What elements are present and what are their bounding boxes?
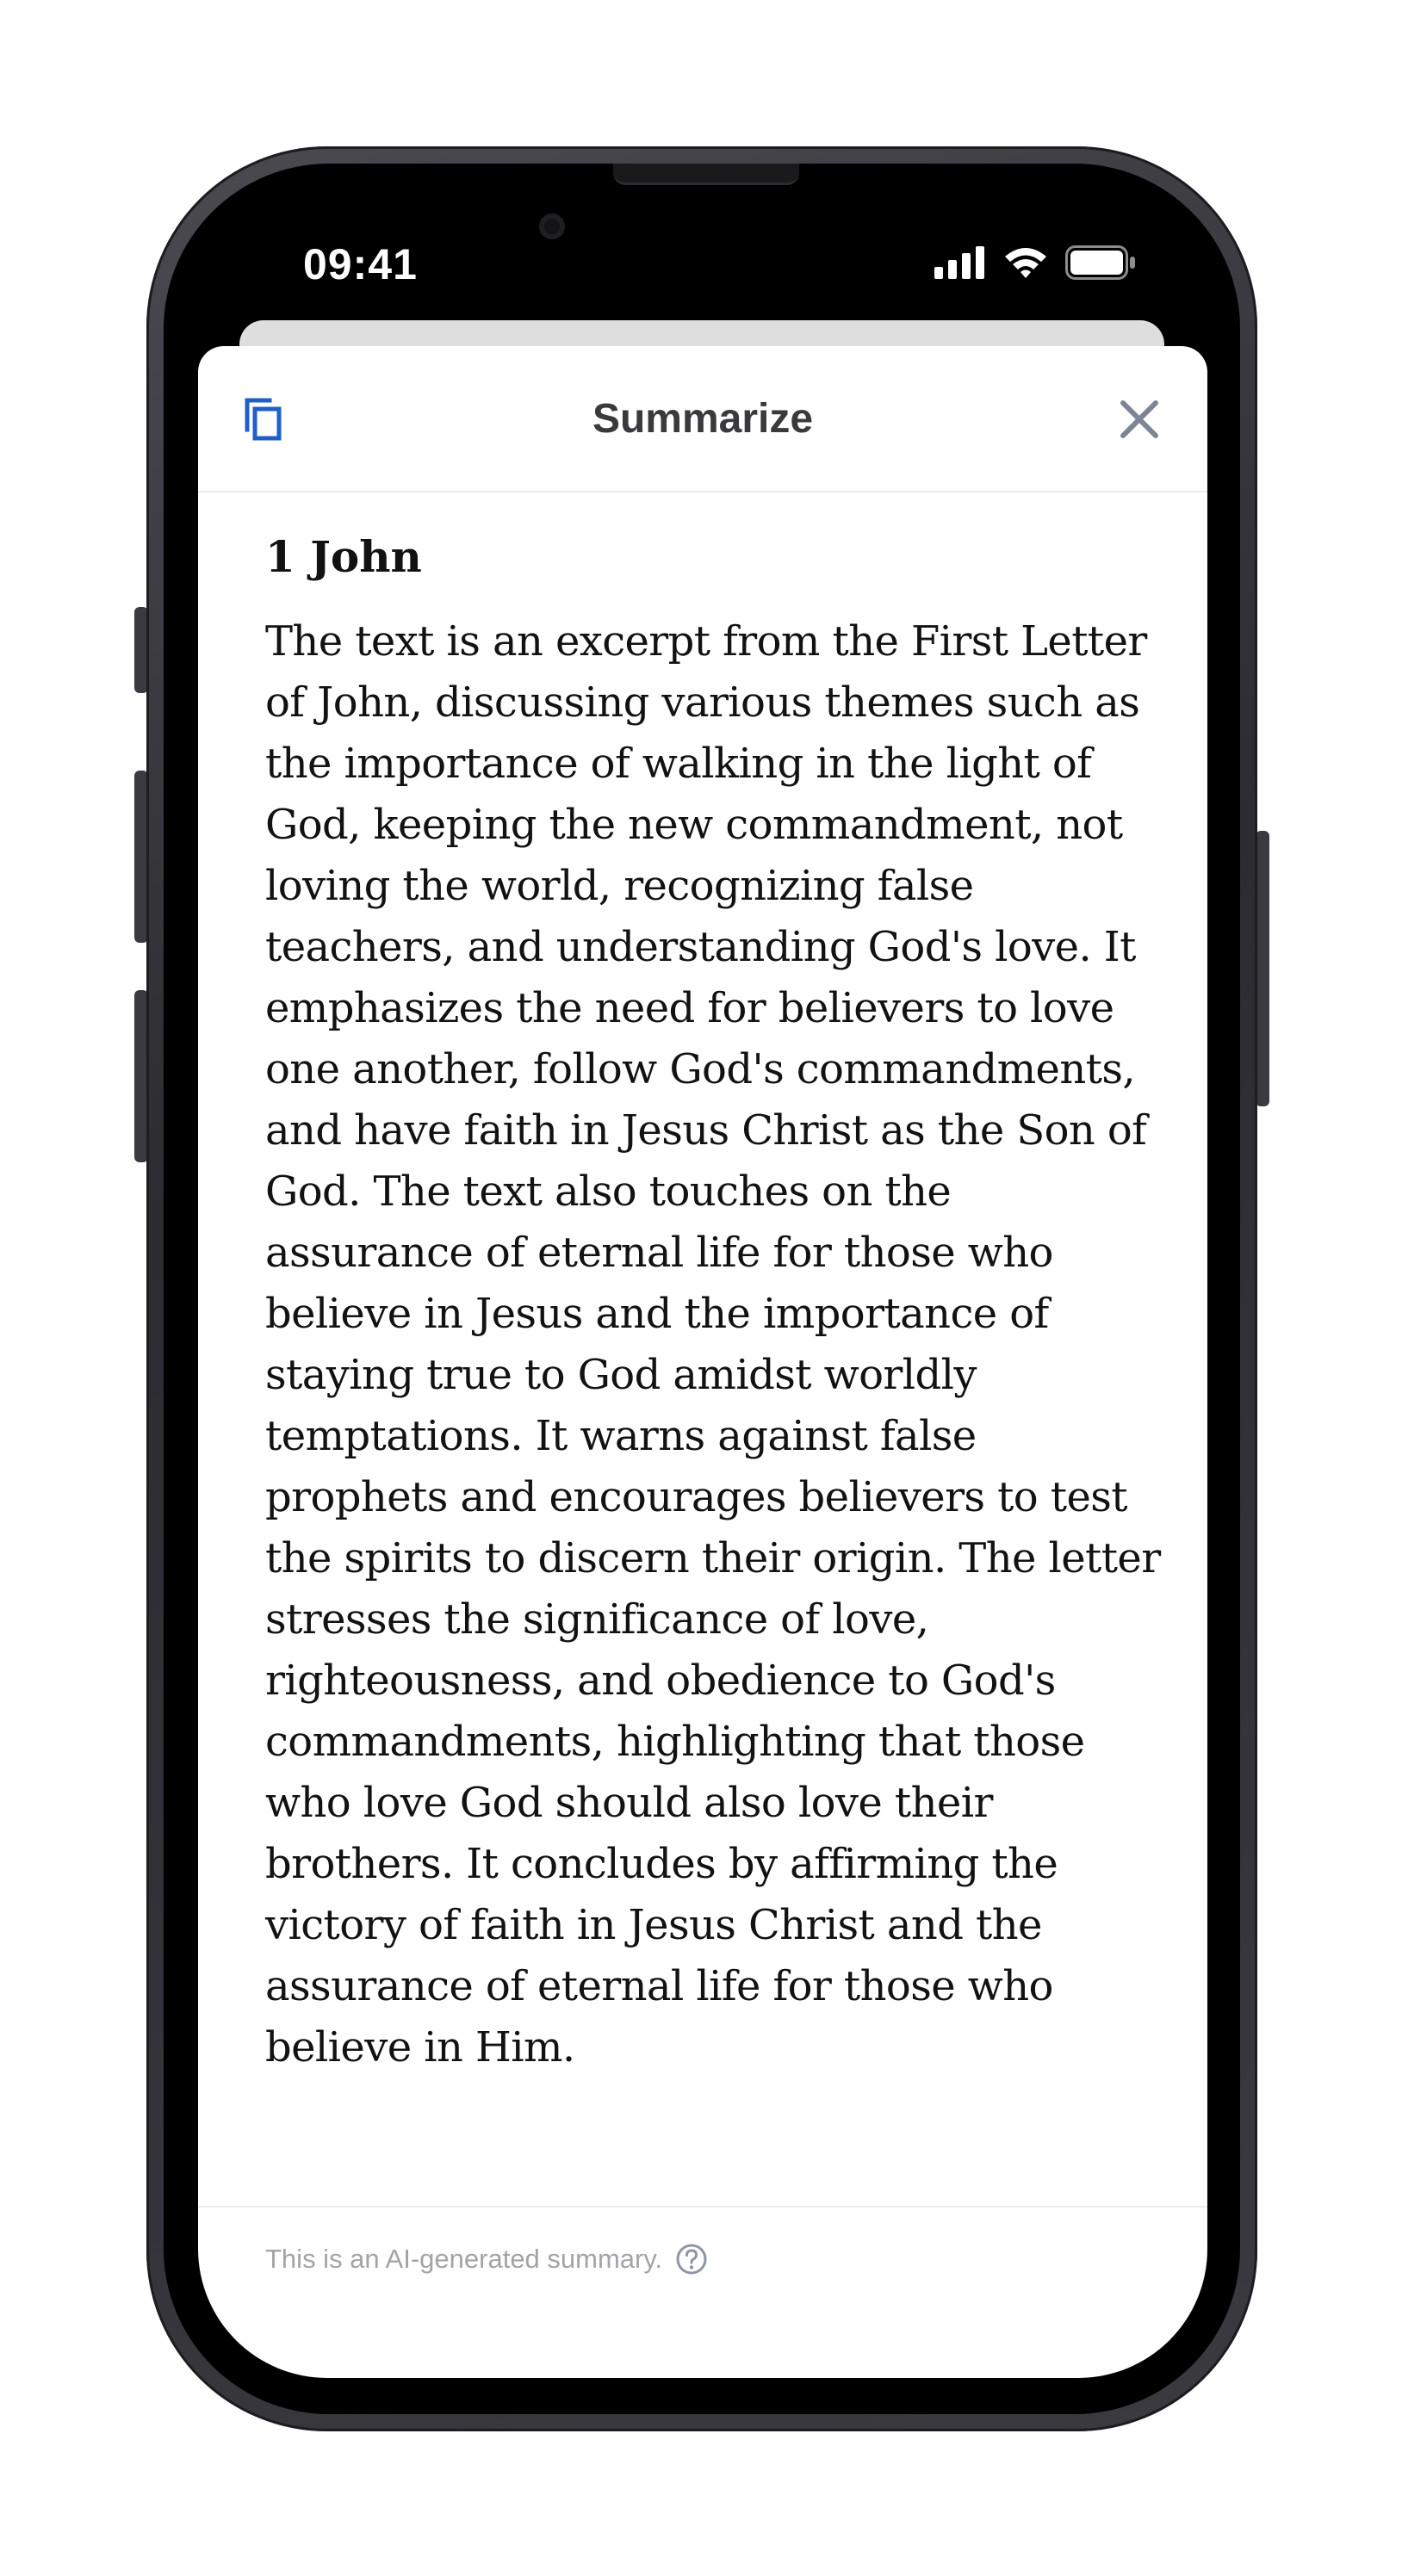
summary-sheet (198, 346, 1207, 2378)
sheet-footer (198, 2206, 1207, 2378)
sheet-title: Summarize (592, 396, 814, 442)
status-icons (934, 245, 1136, 284)
close-icon (1120, 399, 1159, 439)
speaker-grill (613, 164, 799, 185)
cellular-signal-icon (934, 246, 986, 283)
power-button (1256, 831, 1269, 1106)
summary-text: The text is an excerpt from the First Letter of John, discussing various themes such as the importance of walking in the light of God, keeping the new commandment, not loving the world, recognizing false teachers, and understanding God's love. It emphasizes the need for believers to love one another, follow God's commandments, and have faith in Jesus Christ as the Son of God. The text also touches on the assurance of eternal life for those who believe in Jesus and the importance of staying true to God amidst worldly temptations. It warns against false prophets and encourages believers to test the spirits to discern their origin. The letter stresses the significance of love, righteousness, and obedience to God's commandments, highlighting that those who love God should also love their brothers. It concludes by affirming the victory of faith in Jesus Christ and the assurance of eternal life for those who believe in Him. (265, 617, 1161, 2071)
book-title: 1 John (265, 531, 422, 582)
front-camera (539, 214, 565, 239)
battery-icon (1065, 245, 1136, 284)
status-time: 09:41 (303, 240, 418, 288)
summary-content (265, 518, 1161, 2078)
close-button[interactable] (1109, 389, 1169, 449)
wifi-icon (1003, 246, 1048, 283)
footer-note (265, 2242, 709, 2276)
ai-summary-disclaimer: This is an AI-generated summary. (265, 2244, 663, 2274)
help-button[interactable] (674, 2242, 709, 2276)
sheet-header (198, 346, 1207, 492)
help-circle-icon (675, 2243, 708, 2276)
